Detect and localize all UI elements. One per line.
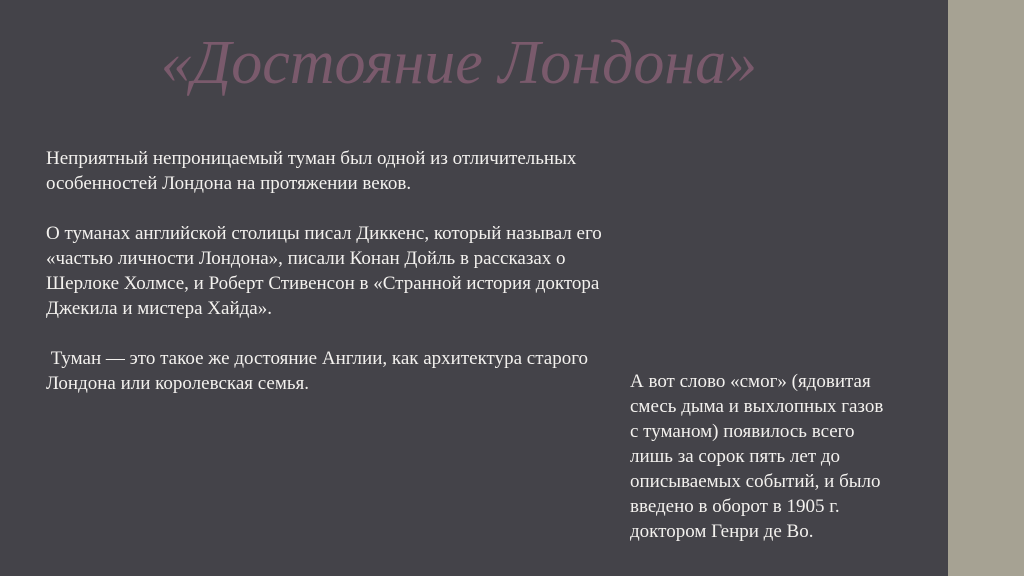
side-decor-band <box>948 0 1024 576</box>
paragraph-heritage: Туман — это такое же достояние Англии, как архитектура старого Лондона или королевская семья. <box>46 348 593 394</box>
main-text-block <box>46 146 616 396</box>
slide-title: «Достояние Лондона» <box>160 29 758 97</box>
paragraph-fog-intro: Неприятный непроницаемый туман был одной из отличительных особенностей Лондона на протяжении веков. <box>46 148 577 194</box>
side-note-smog: А вот слово «смог» (ядовитая смесь дыма и выхлопных газов с туманом) появилось всего лишь за сорок пять лет до описываемых событий, и было введено в оборот в 1905 г. доктором Генри де Во. <box>630 371 884 542</box>
paragraph-writers: О туманах английской столицы писал Диккенс, который называл его «частью личности Лондона», писали Конан Дойль в рассказах о Шерлоке Холмсе, и Роберт Стивенсон в «Странной история доктора Джекила и мистера Хайда». <box>46 223 602 319</box>
